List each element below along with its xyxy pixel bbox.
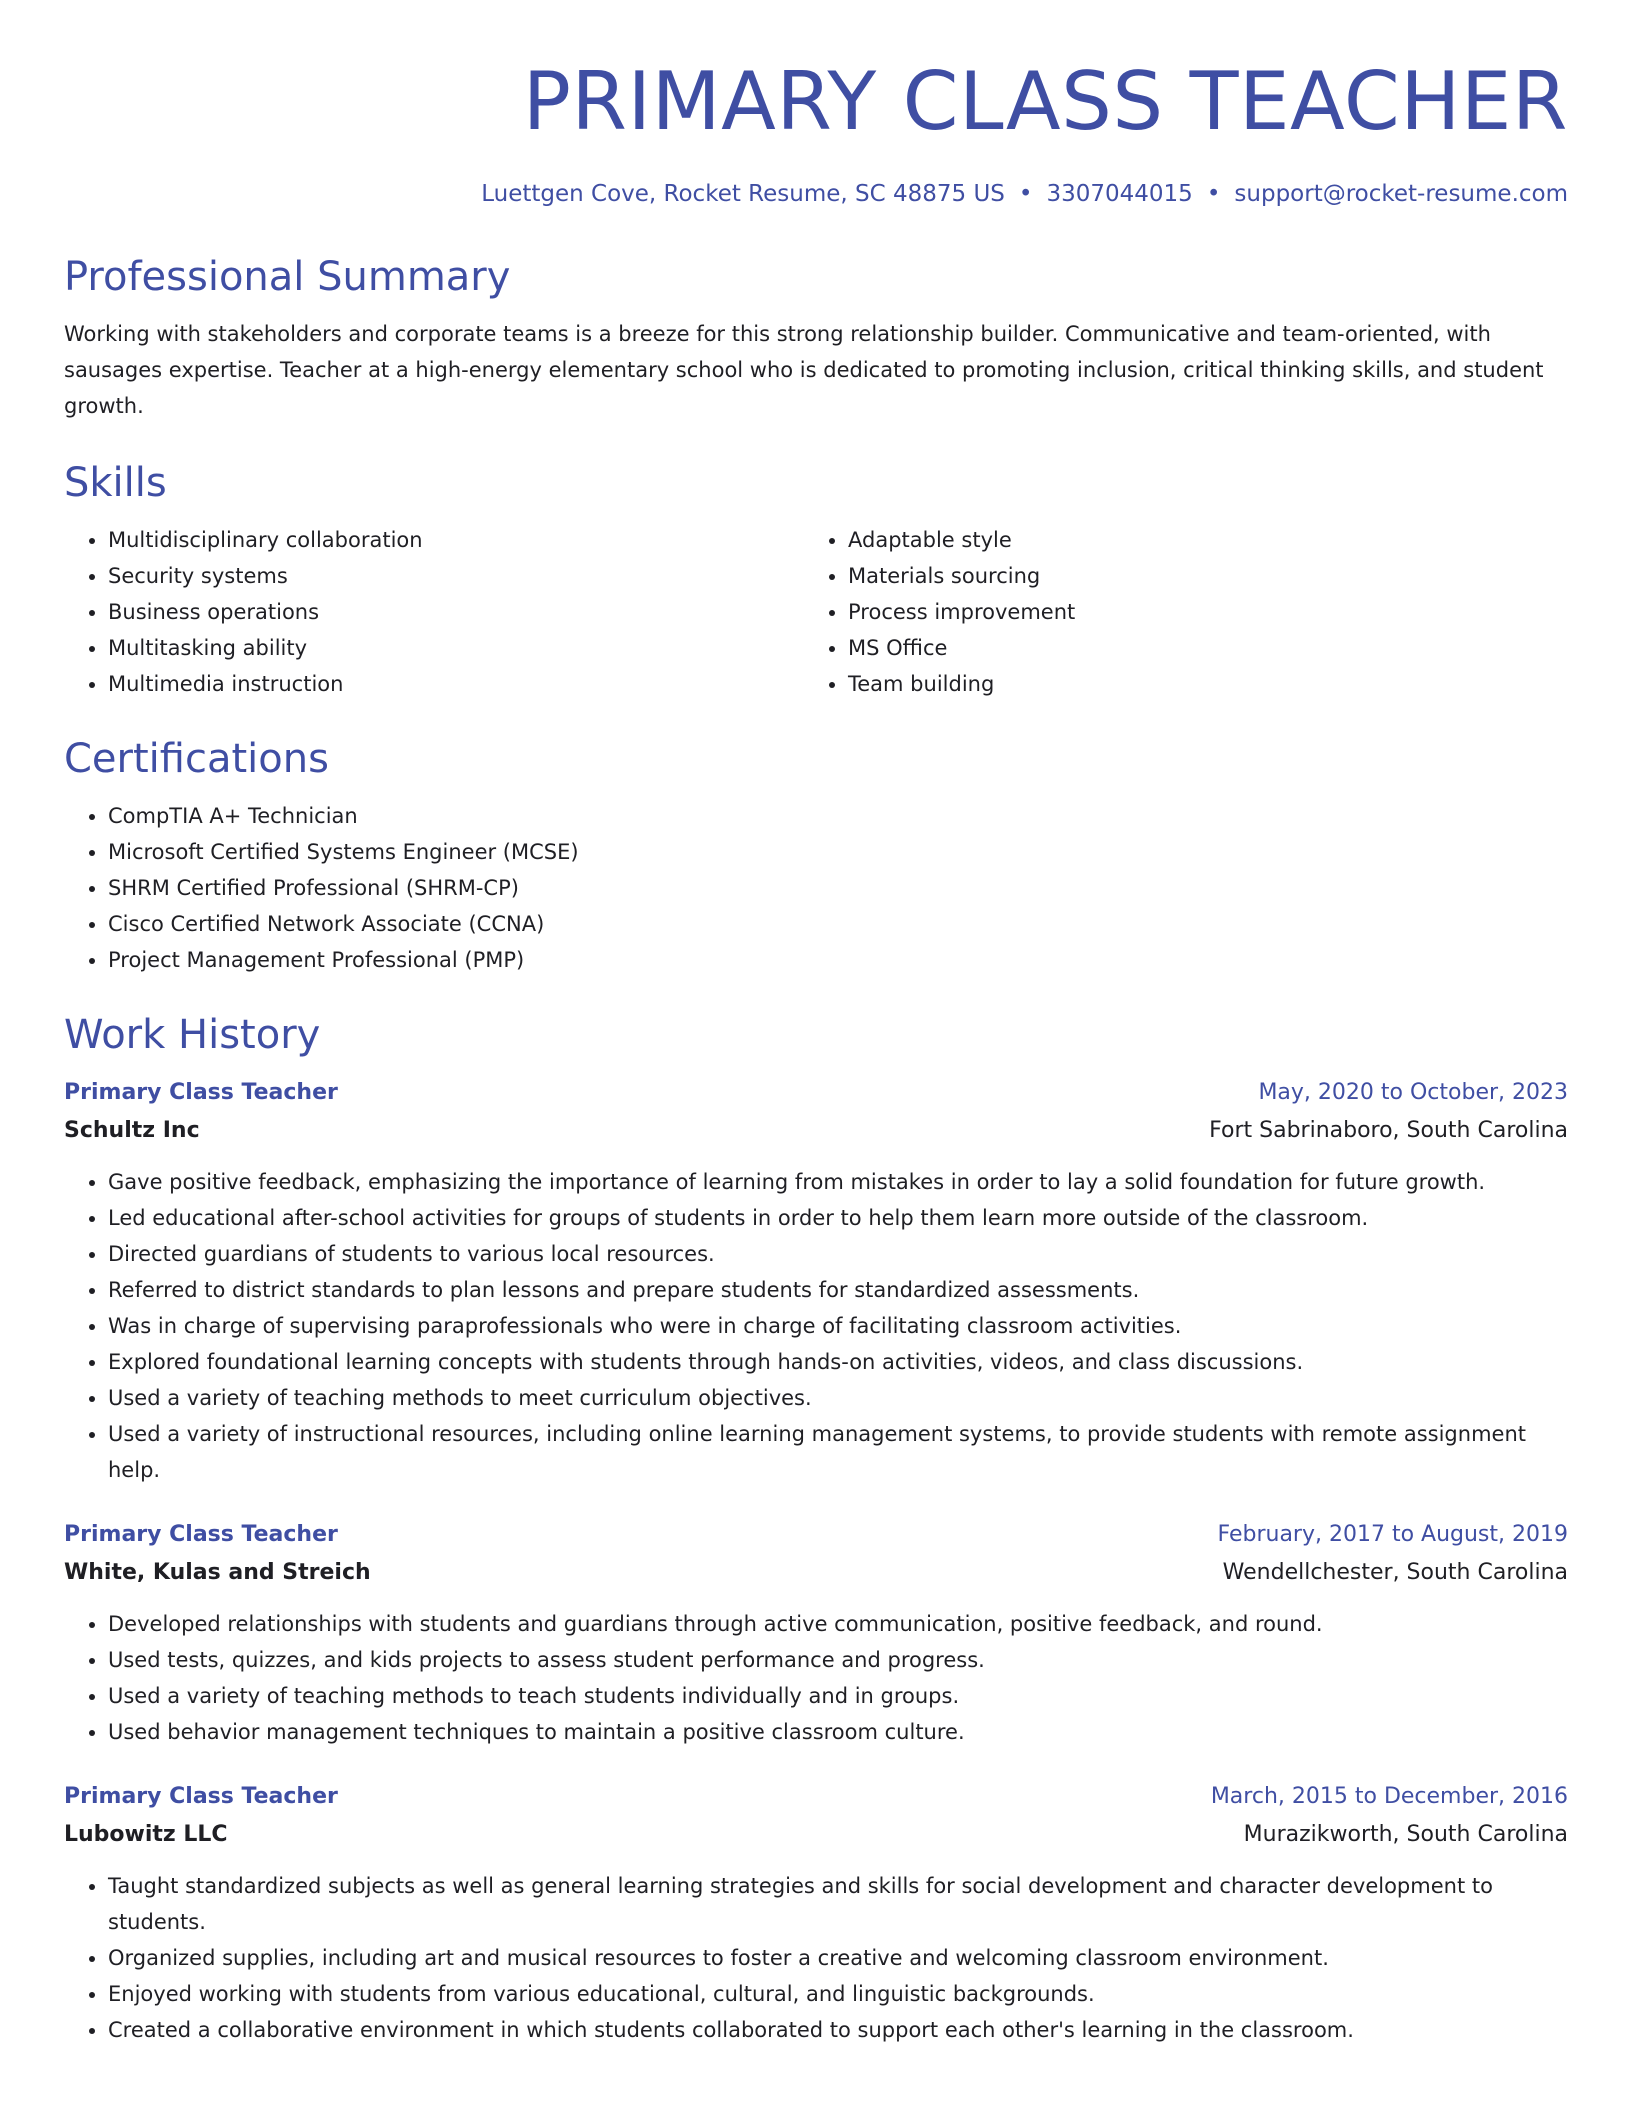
job-duty: • Used a variety of teaching methods to teach students individually and in groups. [108,1678,1568,1714]
skill-item: • Adaptable style [848,522,1544,558]
certification-item: • SHRM Certified Professional (SHRM-CP) [108,870,1568,906]
job-entry [64,1778,1568,2048]
certifications-heading: Certifications [64,736,329,782]
skill-item: • MS Office [848,630,1544,666]
summary-text: Working with stakeholders and corporate teams is a breeze for this strong relationship builder. Communicative and team-oriented, with sausages expertise. Teacher at a high-energy elementary school who is dedicated to promoting inclusion, critical thinking skills, and student growth. [64,322,1544,418]
job-duty: • Used tests, quizzes, and kids projects to assess student performance and progress. [108,1642,1568,1678]
job-duties-list [64,1606,1568,1750]
contact-phone: 3307044015 [1046,181,1193,207]
job-company-row [64,1816,1568,1854]
skill-item: • Materials sourcing [848,558,1544,594]
job-company-row [64,1554,1568,1592]
job-duty: • Taught standardized subjects as well as general learning strategies and skills for social development and character development to students. [108,1868,1568,1940]
job-entry [64,1074,1568,1488]
skills-section [64,456,1568,702]
work-history-section [64,1008,1568,2048]
job-duties-list [64,1868,1568,2048]
job-company: Schultz Inc [64,1118,200,1143]
skills-column-left [64,522,804,702]
job-duty: • Used a variety of teaching methods to meet curriculum objectives. [108,1380,1568,1416]
job-company: White, Kulas and Streich [64,1560,371,1585]
contact-separator: • [1206,181,1221,207]
work-history-heading: Work History [64,1012,321,1058]
job-duty: • Led educational after-school activities for groups of students in order to help them learn more outside of the classroom. [108,1200,1568,1236]
job-title: Primary Class Teacher [64,1522,338,1547]
summary-heading: Professional Summary [64,254,511,300]
job-title-row [64,1074,1568,1112]
contact-address: Luettgen Cove, Rocket Resume, SC 48875 US [481,181,1005,207]
skill-item: • Business operations [108,594,804,630]
certification-item: • Project Management Professional (PMP) [108,942,1568,978]
skill-item: • Security systems [108,558,804,594]
job-duty: • Used behavior management techniques to maintain a positive classroom culture. [108,1714,1568,1750]
job-location: Wendellchester, South Carolina [1222,1560,1568,1585]
certifications-section [64,732,1568,978]
job-entry [64,1516,1568,1750]
job-company: Lubowitz LLC [64,1822,228,1847]
job-dates: February, 2017 to August, 2019 [1217,1522,1568,1547]
skill-item: • Multidisciplinary collaboration [108,522,804,558]
contact-email: support@rocket-resume.com [1234,181,1568,207]
job-duty: • Created a collaborative environment in which students collaborated to support each other's learning in the classroom. [108,2012,1568,2048]
contact-separator: • [1018,181,1033,207]
skill-item: • Multimedia instruction [108,666,804,702]
job-duty: • Gave positive feedback, emphasizing the importance of learning from mistakes in order to lay a solid foundation for future growth. [108,1164,1568,1200]
certifications-list [64,798,1568,978]
summary-section [64,250,1568,424]
job-duty: • Used a variety of instructional resources, including online learning management systems, to provide students with remote assignment help. [108,1416,1568,1488]
skill-item: • Team building [848,666,1544,702]
contact-line [64,178,1568,210]
certification-item: • Microsoft Certified Systems Engineer (MCSE) [108,834,1568,870]
skills-list-left [64,522,804,702]
job-duty: • Was in charge of supervising paraprofessionals who were in charge of facilitating classroom activities. [108,1308,1568,1344]
job-title: Primary Class Teacher [64,1784,338,1809]
certification-item: • Cisco Certified Network Associate (CCNA) [108,906,1568,942]
job-location: Murazikworth, South Carolina [1243,1822,1568,1847]
job-title: Primary Class Teacher [64,1080,338,1105]
job-duty: • Enjoyed working with students from various educational, cultural, and linguistic backgrounds. [108,1976,1568,2012]
job-dates: March, 2015 to December, 2016 [1210,1784,1568,1809]
skills-heading: Skills [64,460,167,506]
candidate-name: PRIMARY CLASS TEACHER [522,55,1568,148]
job-duty: • Directed guardians of students to various local resources. [108,1236,1568,1272]
job-company-row [64,1112,1568,1150]
job-dates: May, 2020 to October, 2023 [1258,1080,1568,1105]
job-duties-list [64,1164,1568,1488]
job-title-row [64,1516,1568,1554]
job-duty: • Referred to district standards to plan lessons and prepare students for standardized assessments. [108,1272,1568,1308]
skills-column-right [804,522,1544,702]
resume-header [64,50,1568,210]
job-duty: • Developed relationships with students and guardians through active communication, positive feedback, and round. [108,1606,1568,1642]
skill-item: • Multitasking ability [108,630,804,666]
certification-item: • CompTIA A+ Technician [108,798,1568,834]
skills-list-right [804,522,1544,702]
job-duty: • Explored foundational learning concepts with students through hands-on activities, videos, and class discussions. [108,1344,1568,1380]
job-location: Fort Sabrinaboro, South Carolina [1209,1118,1568,1143]
skill-item: • Process improvement [848,594,1544,630]
job-title-row [64,1778,1568,1816]
job-duty: • Organized supplies, including art and musical resources to foster a creative and welcoming classroom environment. [108,1940,1568,1976]
skills-columns [64,522,1568,702]
